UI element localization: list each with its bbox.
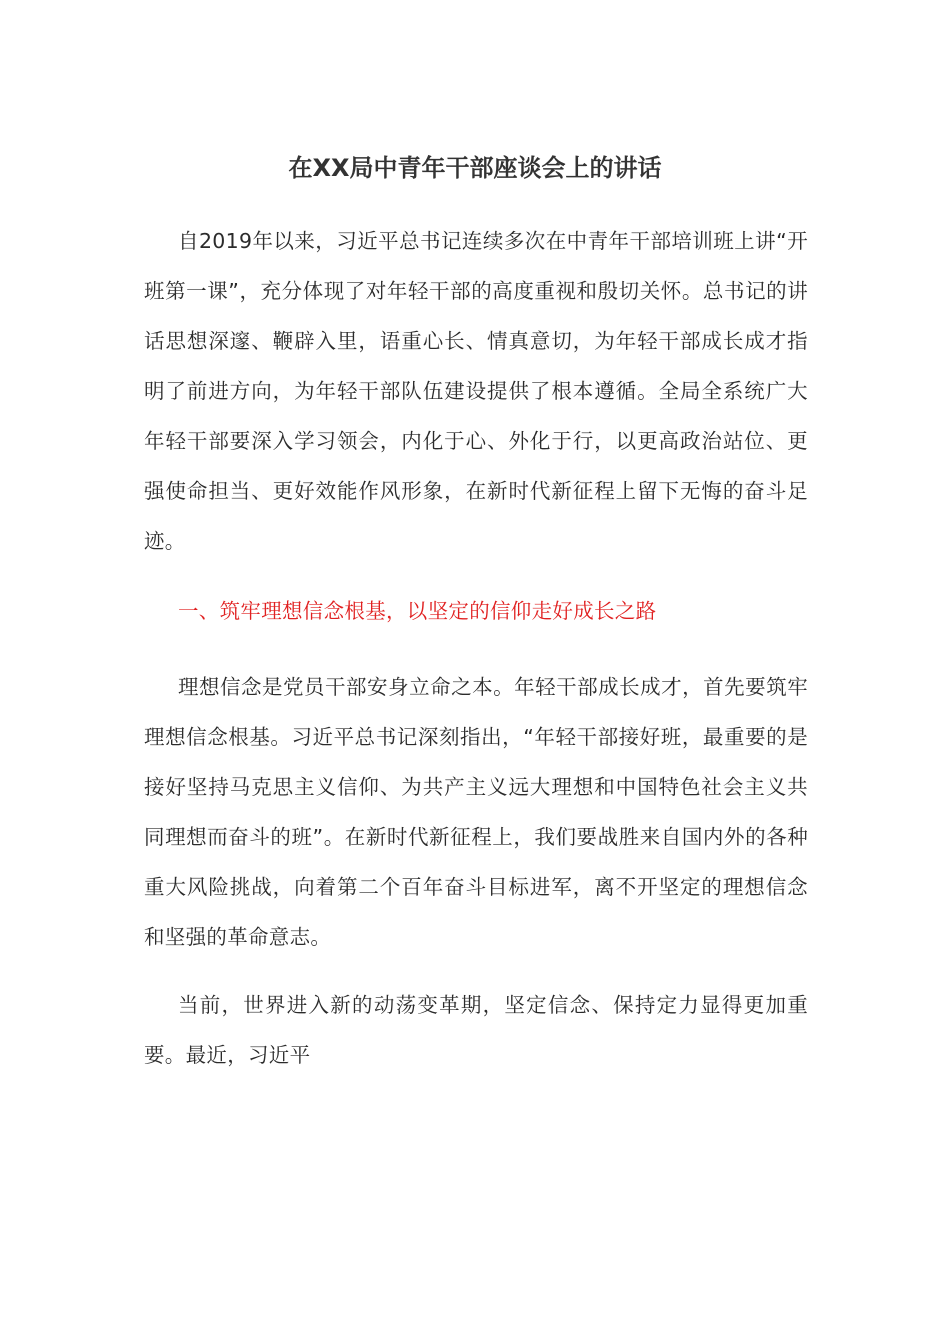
document-title: 在XX局中青年干部座谈会上的讲话 xyxy=(288,154,662,182)
section-heading: 一、筑牢理想信念根基，以坚定的信仰走好成长之路 xyxy=(178,599,657,623)
body-paragraph-2: 当前，世界进入新的动荡变革期，坚定信念、保持定力显得更加重要。最近，习近平 xyxy=(144,993,808,1067)
intro-paragraph: 自2019年以来，习近平总书记连续多次在中青年干部培训班上讲“开班第一课”，充分体现了对年轻干部的高度重视和殷切关怀。总书记的讲话思想深邃、鞭辟入里，语重心长、情真意切，为年轻干部成长成才指明了前进方向，为年轻干部队伍建设提供了根本遵循。全局全系统广大年轻干部要深入学习领会，内化于心、外化于行，以更高政治站位、更强使命担当、更好效能作风形象，在新时代新征程上留下无悔的奋斗足迹。 xyxy=(144,229,808,553)
body-paragraph-1: 理想信念是党员干部安身立命之本。年轻干部成长成才，首先要筑牢理想信念根基。习近平总书记深刻指出，“年轻干部接好班，最重要的是接好坚持马克思主义信仰、为共产主义远大理想和中国特色社会主义共同理想而奋斗的班”。在新时代新征程上，我们要战胜来自国内外的各种重大风险挑战，向着第二个百年奋斗目标进军，离不开坚定的理想信念和坚强的革命意志。 xyxy=(144,675,808,949)
